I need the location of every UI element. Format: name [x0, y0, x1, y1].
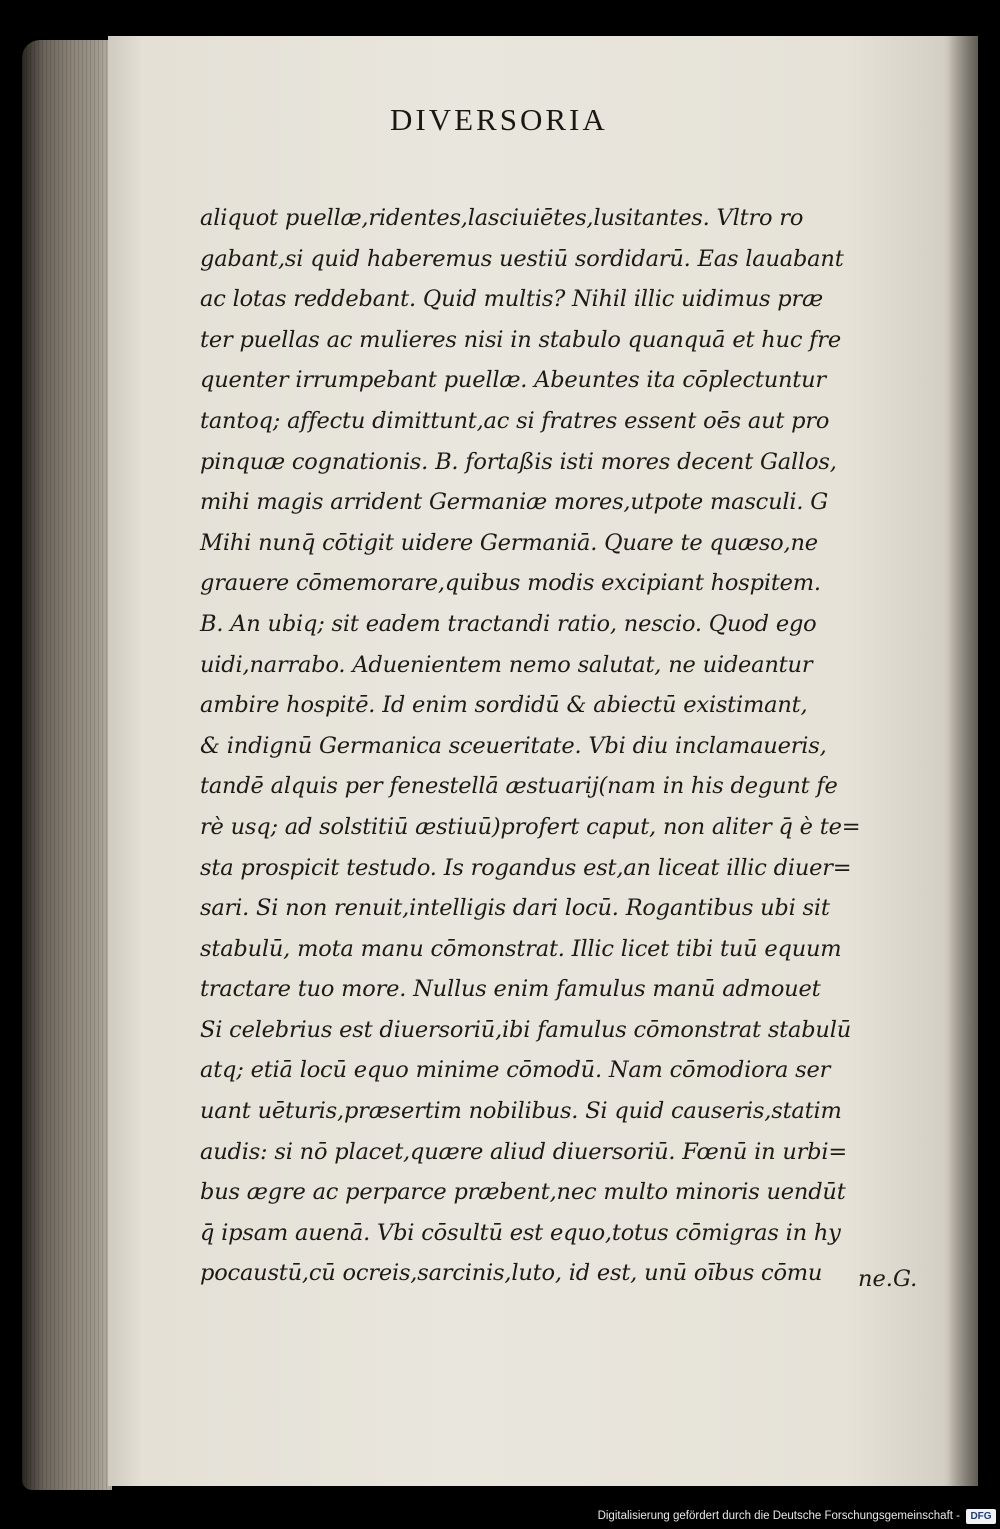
text-line: stabulū, mota manu cōmonstrat. Illic licet tibi tuū equum	[200, 935, 842, 962]
text-line: tractare tuo more. Nullus enim famulus manū admouet	[200, 976, 821, 1003]
text-line: uidi,narrabo. Aduenientem nemo salutat, ne uideantur	[200, 651, 813, 678]
text-line: & indignū Germanica sceueritate. Vbi diu inclamaueris,	[200, 732, 827, 759]
text-line: grauere cōmemorare,quibus modis excipiant hospitem.	[200, 570, 821, 597]
body-text	[200, 198, 968, 1294]
text-line: audis: si nō placet,quære aliud diuersoriū. Fœnū in urbi=	[200, 1138, 848, 1165]
book-page-edges	[22, 40, 112, 1490]
text-line: ac lotas reddebant. Quid multis? Nihil illic uidimus præ	[200, 286, 823, 313]
text-line: Mihi nunq̄ cōtigit uidere Germaniā. Quare te quæso,ne	[200, 529, 818, 556]
digitization-credit: Digitalisierung gefördert durch die Deutsche Forschungsgemeinschaft -	[597, 1510, 960, 1522]
text-line: aliquot puellæ,ridentes,lasciuiētes,lusitantes. Vltro ro	[200, 205, 804, 231]
text-line: rè usq; ad solstitiū æstiuū)profert caput, non aliter q̄ è te=	[200, 813, 861, 840]
text-line: pinquæ cognationis. B. fortaßis isti mores decent Gallos,	[200, 448, 837, 475]
text-line: mihi magis arrident Germaniæ mores,utpote masculi. G	[200, 489, 829, 516]
text-line: bus ægre ac perparce præbent,nec multo minoris uendūt	[200, 1179, 846, 1206]
text-line: tandē alquis per fenestellā æstuarij(nam in his degunt fe	[200, 773, 838, 800]
running-head: DIVERSORIA	[390, 102, 608, 137]
text-line: uant uēturis,præsertim nobilibus. Si quid causeris,statim	[200, 1098, 842, 1125]
text-line: pocaustū,cū ocreis,sarcinis,luto, id est, unū oībus cōmu	[200, 1260, 823, 1287]
text-line: atq; etiā locū equo minime cōmodū. Nam cōmodiora ser	[200, 1057, 831, 1084]
text-line: ter puellas ac mulieres nisi in stabulo quanquā et huc fre	[200, 326, 841, 353]
dfg-logo-icon: DFG	[966, 1509, 996, 1524]
text-line: tantoq; affectu dimittunt,ac si fratres essent oēs aut pro	[200, 407, 830, 434]
text-line: Si celebrius est diuersoriū,ibi famulus cōmonstrat stabulū	[200, 1016, 851, 1043]
text-line: B. An ubiq; sit eadem tractandi ratio, nescio. Quod ego	[200, 610, 817, 637]
text-line: gabant,si quid haberemus uestiū sordidarū. Eas lauabant	[200, 245, 844, 272]
catchword: ne.G.	[858, 1266, 918, 1292]
text-line: quenter irrumpebant puellæ. Abeuntes ita cōplectuntur	[200, 367, 826, 394]
text-line: sari. Si non renuit,intelligis dari locū. Rogantibus ubi sit	[200, 895, 830, 922]
text-line: q̄ ipsam auenā. Vbi cōsultū est equo,totus cōmigras in hy	[200, 1219, 841, 1246]
text-line: ambire hospitē. Id enim sordidū & abiectū existimant,	[200, 692, 808, 719]
text-line: sta prospicit testudo. Is rogandus est,an liceat illic diuer=	[200, 854, 852, 881]
